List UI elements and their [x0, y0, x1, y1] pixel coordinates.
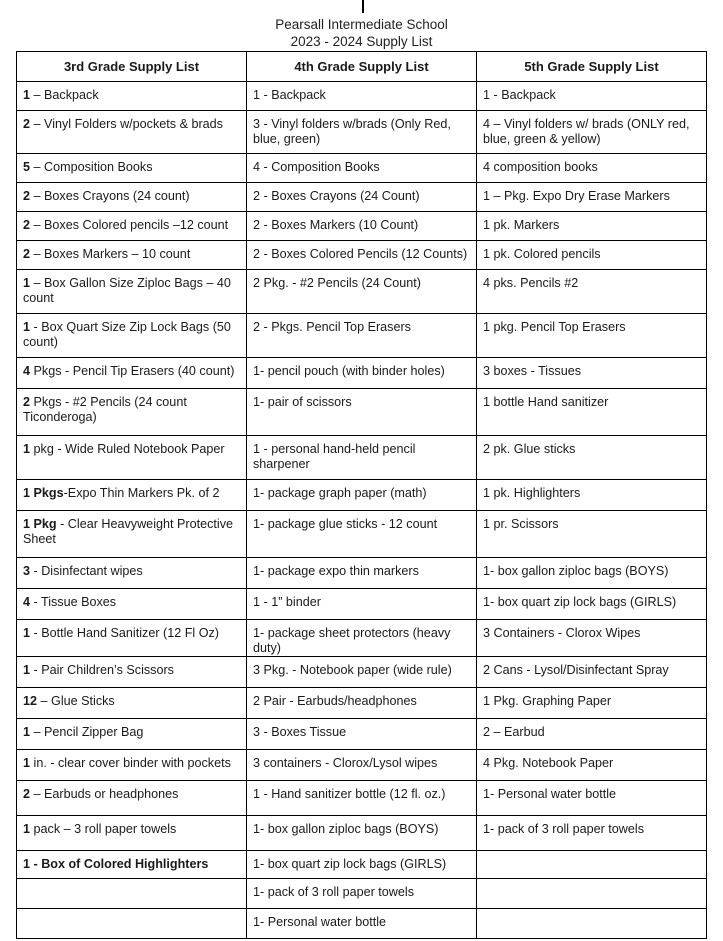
grade3-item [17, 781, 247, 816]
item-description: - Disinfectant wipes [30, 564, 143, 578]
school-name: Pearsall Intermediate School [275, 17, 448, 32]
grade5-item: 2 – Earbud [477, 719, 707, 750]
grade5-item [477, 879, 707, 909]
table-row [17, 879, 707, 909]
grade5-item [477, 851, 707, 879]
table-row [17, 511, 707, 558]
grade5-item: 1 pr. Scissors [477, 511, 707, 558]
grade3-item [17, 589, 247, 620]
grade5-item: 1- Personal water bottle [477, 781, 707, 816]
grade4-item: 1 - personal hand-held pencil sharpener [247, 436, 477, 480]
grade4-item: 1- box gallon ziploc bags (BOYS) [247, 816, 477, 851]
grade4-item: 1 - 1” binder [247, 589, 477, 620]
item-description: – Box Gallon Size Ziploc Bags – 40 count [23, 276, 231, 305]
grade4-item: 1- pack of 3 roll paper towels [247, 879, 477, 909]
item-description: – Boxes Markers – 10 count [30, 247, 191, 261]
grade3-item [17, 314, 247, 358]
table-row [17, 111, 707, 154]
item-quantity: 3 [23, 564, 31, 578]
grade3-item [17, 719, 247, 750]
item-description: pkg - Wide Ruled Notebook Paper [30, 442, 225, 456]
table-row [17, 620, 707, 657]
table-row [17, 589, 707, 620]
grade4-item: 1- pencil pouch (with binder holes) [247, 358, 477, 389]
grade4-item: 1 - Backpack [247, 82, 477, 111]
grade3-item [17, 389, 247, 436]
grade5-item: 2 Cans - Lysol/Disinfectant Spray [477, 657, 707, 688]
table-row [17, 558, 707, 589]
grade5-item: 1 pk. Colored pencils [477, 241, 707, 270]
grade5-item: 1- box gallon ziploc bags (BOYS) [477, 558, 707, 589]
item-quantity: 12 [23, 694, 38, 708]
supply-list-year: 2023 - 2024 Supply List [290, 34, 433, 49]
grade3-item [17, 82, 247, 111]
item-quantity: 2 [23, 395, 31, 409]
grade5-item: 3 boxes - Tissues [477, 358, 707, 389]
item-description: Pkgs - Pencil Tip Erasers (40 count) [30, 364, 235, 378]
supply-list-table [16, 51, 707, 939]
grade3-item [17, 620, 247, 657]
grade4-item: 2 - Boxes Colored Pencils (12 Counts) [247, 241, 477, 270]
grade5-item: 1 pkg. Pencil Top Erasers [477, 314, 707, 358]
item-description: – Boxes Colored pencils –12 count [30, 218, 229, 232]
grade4-item: 4 - Composition Books [247, 154, 477, 183]
grade4-item: 2 - Pkgs. Pencil Top Erasers [247, 314, 477, 358]
grade3-item [17, 851, 247, 879]
item-quantity: 1 Pkg [23, 517, 57, 531]
table-row [17, 436, 707, 480]
grade4-item: 1- package expo thin markers [247, 558, 477, 589]
table-row [17, 183, 707, 212]
item-description: -Expo Thin Markers Pk. of 2 [63, 486, 220, 500]
item-quantity: 1 [23, 320, 31, 334]
item-quantity: 2 [23, 247, 31, 261]
grade3-item [17, 270, 247, 314]
table-row [17, 358, 707, 389]
grade5-item [477, 909, 707, 939]
column-header-4th-grade: 4th Grade Supply List [247, 52, 477, 82]
item-quantity: 4 [23, 595, 31, 609]
grade5-item: 3 Containers - Clorox Wipes [477, 620, 707, 657]
item-quantity: 1 [23, 442, 31, 456]
item-quantity: 1 [23, 725, 31, 739]
item-quantity: 1 [23, 663, 31, 677]
item-description: – Glue Sticks [37, 694, 115, 708]
grade3-item [17, 816, 247, 851]
table-row [17, 82, 707, 111]
grade3-item [17, 358, 247, 389]
document-header [0, 16, 723, 50]
grade4-item: 1- pair of scissors [247, 389, 477, 436]
table-row [17, 781, 707, 816]
grade4-item: 3 containers - Clorox/Lysol wipes [247, 750, 477, 781]
column-header-3rd-grade: 3rd Grade Supply List [17, 52, 247, 82]
grade4-item: 3 Pkg. - Notebook paper (wide rule) [247, 657, 477, 688]
grade4-item: 1- box quart zip lock bags (GIRLS) [247, 851, 477, 879]
table-row [17, 816, 707, 851]
table-row [17, 241, 707, 270]
table-row [17, 154, 707, 183]
grade4-item: 2 Pair - Earbuds/headphones [247, 688, 477, 719]
item-quantity: 1 [23, 822, 31, 836]
grade5-item: 1 – Pkg. Expo Dry Erase Markers [477, 183, 707, 212]
item-description: - Clear Heavyweight Protective Sheet [23, 517, 233, 546]
item-description: - Pair Children’s Scissors [30, 663, 174, 677]
grade5-item: 1 Pkg. Graphing Paper [477, 688, 707, 719]
table-row [17, 719, 707, 750]
item-description: Pkgs - #2 Pencils (24 count Ticonderoga) [23, 395, 187, 424]
item-quantity: 1 [23, 626, 31, 640]
grade3-item [17, 111, 247, 154]
table-row [17, 909, 707, 939]
item-description: – Pencil Zipper Bag [30, 725, 144, 739]
item-quantity: 5 [23, 160, 31, 174]
grade3-item [17, 480, 247, 511]
table-row [17, 314, 707, 358]
grade5-item: 2 pk. Glue sticks [477, 436, 707, 480]
table-row [17, 688, 707, 719]
item-quantity: 2 [23, 189, 31, 203]
grade3-item [17, 909, 247, 939]
table-row [17, 389, 707, 436]
item-description: in. - clear cover binder with pockets [30, 756, 231, 770]
grade5-item: 4 composition books [477, 154, 707, 183]
grade3-item [17, 511, 247, 558]
grade4-item: 1 - Hand sanitizer bottle (12 fl. oz.) [247, 781, 477, 816]
table-header-row [17, 52, 707, 82]
grade3-item [17, 558, 247, 589]
table-row [17, 480, 707, 511]
item-description: – Composition Books [30, 160, 153, 174]
grade3-item [17, 657, 247, 688]
grade5-item: 1- box quart zip lock bags (GIRLS) [477, 589, 707, 620]
grade5-item: 1 pk. Markers [477, 212, 707, 241]
item-quantity: 2 [23, 117, 31, 131]
grade5-item: 1- pack of 3 roll paper towels [477, 816, 707, 851]
grade5-item: 1 pk. Highlighters [477, 480, 707, 511]
item-quantity: 1 [23, 276, 31, 290]
grade4-item: 3 - Vinyl folders w/brads (Only Red, blue, green) [247, 111, 477, 154]
table-row [17, 270, 707, 314]
item-quantity: 1 Pkgs [23, 486, 64, 500]
item-description: – Boxes Crayons (24 count) [30, 189, 190, 203]
table-row [17, 750, 707, 781]
grade3-item [17, 750, 247, 781]
top-divider-mark [362, 0, 364, 13]
item-description: - Bottle Hand Sanitizer (12 Fl Oz) [30, 626, 219, 640]
grade5-item: 4 pks. Pencils #2 [477, 270, 707, 314]
grade4-item: 1- package glue sticks - 12 count [247, 511, 477, 558]
grade3-item [17, 688, 247, 719]
item-description: – Earbuds or headphones [30, 787, 179, 801]
column-header-5th-grade: 5th Grade Supply List [477, 52, 707, 82]
grade4-item: 2 - Boxes Crayons (24 Count) [247, 183, 477, 212]
item-description: - Tissue Boxes [30, 595, 117, 609]
grade4-item: 1- package sheet protectors (heavy duty) [247, 620, 477, 657]
item-quantity: 2 [23, 787, 31, 801]
item-quantity: 1 - Box of Colored Highlighters [23, 857, 209, 871]
table-row [17, 657, 707, 688]
grade5-item: 4 – Vinyl folders w/ brads (ONLY red, blue, green & yellow) [477, 111, 707, 154]
grade5-item: 4 Pkg. Notebook Paper [477, 750, 707, 781]
item-description: pack – 3 roll paper towels [30, 822, 177, 836]
grade3-item [17, 436, 247, 480]
item-description: – Backpack [30, 88, 99, 102]
item-quantity: 4 [23, 364, 31, 378]
grade3-item [17, 879, 247, 909]
grade3-item [17, 154, 247, 183]
item-quantity: 1 [23, 756, 31, 770]
grade4-item: 3 - Boxes Tissue [247, 719, 477, 750]
item-description: - Box Quart Size Zip Lock Bags (50 count) [23, 320, 231, 349]
grade4-item: 2 - Boxes Markers (10 Count) [247, 212, 477, 241]
grade3-item [17, 241, 247, 270]
grade5-item: 1 bottle Hand sanitizer [477, 389, 707, 436]
item-description: – Vinyl Folders w/pockets & brads [30, 117, 223, 131]
table-row [17, 212, 707, 241]
grade4-item: 1- package graph paper (math) [247, 480, 477, 511]
grade4-item: 1- Personal water bottle [247, 909, 477, 939]
grade5-item: 1 - Backpack [477, 82, 707, 111]
item-quantity: 1 [23, 88, 31, 102]
item-quantity: 2 [23, 218, 31, 232]
table-row [17, 851, 707, 879]
grade3-item [17, 212, 247, 241]
grade4-item: 2 Pkg. - #2 Pencils (24 Count) [247, 270, 477, 314]
grade3-item [17, 183, 247, 212]
